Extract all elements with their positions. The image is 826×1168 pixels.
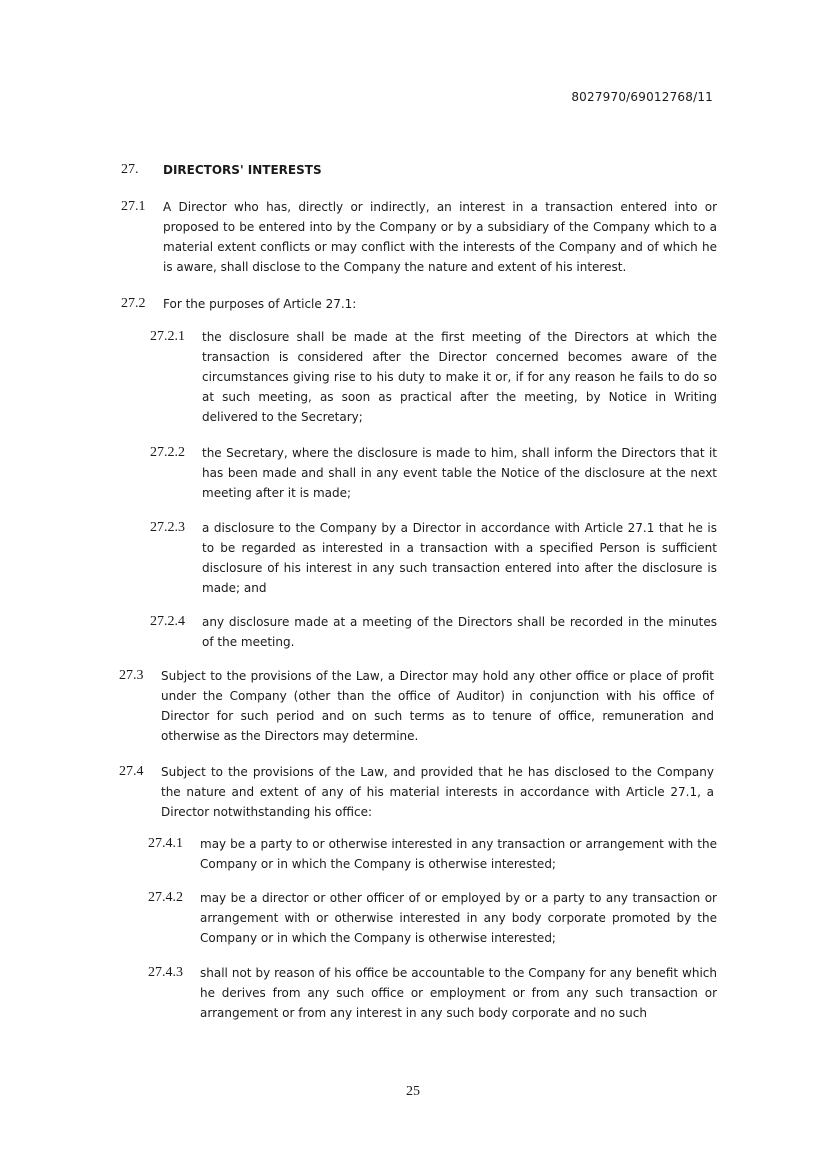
- clause-number: 27.2.4: [150, 614, 185, 629]
- clause-number: 27.4.2: [148, 890, 183, 905]
- clause-text: the disclosure shall be made at the first meeting of the Directors at which the transaction is considered after the Director concerned becomes aware of the circumstances giving rise to his duty to make it or, if for any reason he fails to do so at such meeting, as soon as practical after the meeting, by Notice in Writing delivered to the Secretary;: [202, 330, 717, 424]
- clause-number: 27.2.3: [150, 520, 185, 535]
- clause-text: Subject to the provisions of the Law, a Director may hold any other office or place of profit under the Company (other than the office of Auditor) in conjunction with his office of Director for such period and on such terms as to tenure of office, remuneration and otherwise as the Directors may determine.: [161, 669, 714, 743]
- clause-text: Subject to the provisions of the Law, and provided that he has disclosed to the Company the nature and extent of any of his material interests in accordance with Article 27.1, a Director notwithstanding his office:: [161, 765, 714, 819]
- clause-text: For the purposes of Article 27.1:: [163, 297, 357, 311]
- page-number: 25: [406, 1084, 420, 1099]
- article-title: DIRECTORS' INTERESTS: [163, 163, 322, 177]
- clause-number: 27.4: [119, 764, 144, 779]
- document-reference: 8027970/69012768/11: [571, 90, 713, 104]
- clause-text: shall not by reason of his office be accountable to the Company for any benefit which he derives from any such office or employment or from any such transaction or arrangement or from any interest in any such body corporate and no such: [200, 966, 717, 1020]
- clause-text: a disclosure to the Company by a Director in accordance with Article 27.1 that he is to be regarded as interested in a transaction with a specified Person is sufficient disclosure of his interest in any such transaction entered into after the disclosure is made; and: [202, 521, 717, 595]
- clause-number: 27.4.1: [148, 836, 183, 851]
- clause-text: A Director who has, directly or indirectly, an interest in a transaction entered into or proposed to be entered into by the Company or by a subsidiary of the Company which to a material extent conflicts or may conflict with the interests of the Company and of which he is aware, shall disclose to the Company the nature and extent of his interest.: [163, 200, 717, 274]
- clause-text: any disclosure made at a meeting of the Directors shall be recorded in the minutes of the meeting.: [202, 615, 717, 649]
- clause-number: 27.2.2: [150, 445, 185, 460]
- clause-number: 27.2: [121, 296, 146, 311]
- clause-number: 27.3: [119, 668, 144, 683]
- clause-number: 27.2.1: [150, 329, 185, 344]
- clause-text: may be a party to or otherwise interested in any transaction or arrangement with the Company or in which the Company is otherwise interested;: [200, 837, 717, 871]
- clause-text: the Secretary, where the disclosure is made to him, shall inform the Directors that it has been made and shall in any event table the Notice of the disclosure at the next meeting after it is made;: [202, 446, 717, 500]
- clause-number: 27.1: [121, 199, 146, 214]
- clause-text: may be a director or other officer of or employed by or a party to any transaction or arrangement with or otherwise interested in any body corporate promoted by the Company or in which the Company is otherwise interested;: [200, 891, 717, 945]
- article-number: 27.: [121, 162, 139, 177]
- clause-number: 27.4.3: [148, 965, 183, 980]
